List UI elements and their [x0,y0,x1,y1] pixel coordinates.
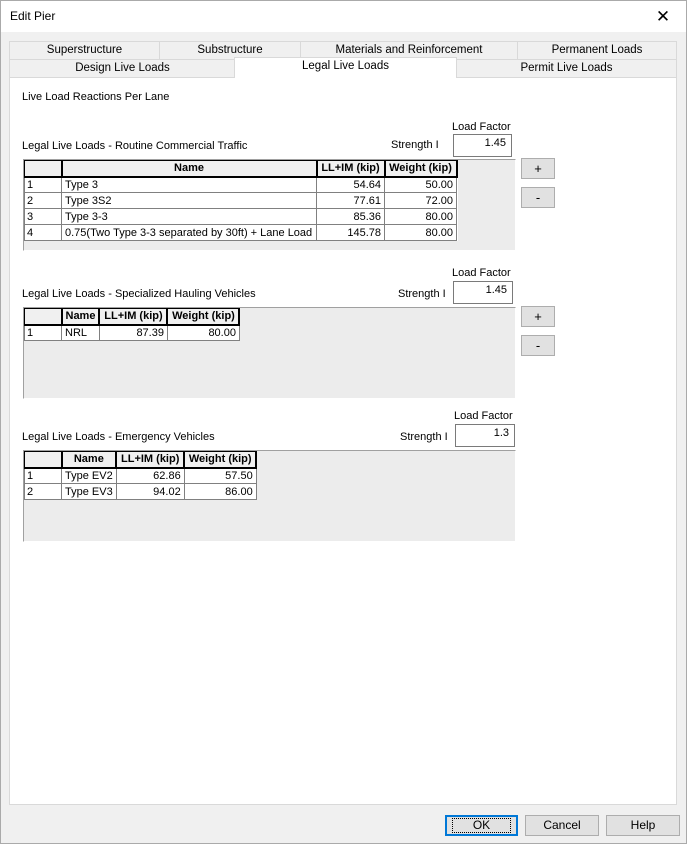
specialized-load-factor-label: Load Factor [452,267,511,279]
row-number[interactable]: 2 [25,484,62,500]
title-bar [1,1,686,32]
specialized-table [24,308,240,341]
cell-name[interactable]: Type 3 [62,177,317,193]
page-heading: Live Load Reactions Per Lane [22,91,170,103]
column-header-llim[interactable]: LL+IM (kip) [99,309,167,325]
cancel-button[interactable]: Cancel [525,815,599,836]
cell-name[interactable]: Type EV3 [62,484,117,500]
column-header-llim[interactable]: LL+IM (kip) [317,161,385,177]
routine-load-factor-input[interactable]: 1.45 [453,134,512,157]
row-number[interactable]: 1 [25,468,62,484]
tab-legal-live-loads[interactable]: Legal Live Loads [234,57,457,78]
routine-table [24,160,458,241]
specialized-grid [23,307,516,399]
cell-weight[interactable]: 80.00 [385,209,457,225]
emergency-load-factor-label: Load Factor [454,410,513,422]
emergency-table [24,451,257,500]
routine-section-title: Legal Live Loads - Routine Commercial Traffic [22,140,248,152]
cell-llim[interactable]: 77.61 [317,193,385,209]
cell-llim[interactable]: 54.64 [317,177,385,193]
routine-grid [23,159,516,251]
column-header-weight[interactable]: Weight (kip) [167,309,239,325]
ok-button[interactable] [445,815,518,836]
row-number[interactable]: 3 [25,209,62,225]
cell-weight[interactable]: 57.50 [184,468,256,484]
cell-name[interactable]: 0.75(Two Type 3-3 separated by 30ft) + Lane Load [62,225,317,241]
cell-llim[interactable]: 85.36 [317,209,385,225]
column-header-name[interactable]: Name [62,309,100,325]
cell-weight[interactable]: 80.00 [385,225,457,241]
table-row[interactable] [25,193,457,209]
table-row[interactable] [25,484,257,500]
table-row[interactable] [25,468,257,484]
emergency-load-factor-input[interactable]: 1.3 [455,424,515,447]
specialized-strength-label: Strength I [398,288,446,300]
table-row[interactable] [25,225,457,241]
tab-substructure[interactable]: Substructure [159,41,301,60]
cell-name[interactable]: Type 3-3 [62,209,317,225]
cell-weight[interactable]: 72.00 [385,193,457,209]
table-row[interactable] [25,325,240,341]
row-header-corner [25,309,62,325]
table-row[interactable] [25,177,457,193]
row-number[interactable]: 1 [25,177,62,193]
row-header-corner [25,452,62,468]
routine-add-button[interactable]: + [521,158,555,179]
routine-load-factor-label: Load Factor [452,121,511,133]
cell-weight[interactable]: 86.00 [184,484,256,500]
close-icon[interactable]: ✕ [655,6,671,26]
cell-llim[interactable]: 87.39 [99,325,167,341]
cell-weight[interactable]: 50.00 [385,177,457,193]
ok-button-label: OK [453,819,510,832]
emergency-grid [23,450,516,542]
specialized-section-title: Legal Live Loads - Specialized Hauling Vehicles [22,288,256,300]
column-header-weight[interactable]: Weight (kip) [385,161,457,177]
emergency-section-title: Legal Live Loads - Emergency Vehicles [22,431,215,443]
row-number[interactable]: 2 [25,193,62,209]
tab-permit-live-loads[interactable]: Permit Live Loads [456,59,677,78]
help-button[interactable]: Help [606,815,680,836]
specialized-load-factor-input[interactable]: 1.45 [453,281,513,304]
emergency-strength-label: Strength I [400,431,448,443]
tab-materials-reinforcement[interactable]: Materials and Reinforcement [300,41,518,60]
specialized-add-button[interactable]: + [521,306,555,327]
tab-permanent-loads[interactable]: Permanent Loads [517,41,677,60]
cell-llim[interactable]: 145.78 [317,225,385,241]
cell-llim[interactable]: 94.02 [116,484,184,500]
cell-llim[interactable]: 62.86 [116,468,184,484]
tab-design-live-loads[interactable]: Design Live Loads [9,59,236,78]
table-row[interactable] [25,209,457,225]
tab-superstructure[interactable]: Superstructure [9,41,160,60]
cell-name[interactable]: Type 3S2 [62,193,317,209]
cell-name[interactable]: Type EV2 [62,468,117,484]
row-number[interactable]: 1 [25,325,62,341]
row-header-corner [25,161,62,177]
specialized-remove-button[interactable]: - [521,335,555,356]
routine-strength-label: Strength I [391,139,439,151]
row-number[interactable]: 4 [25,225,62,241]
cell-name[interactable]: NRL [62,325,100,341]
column-header-llim[interactable]: LL+IM (kip) [116,452,184,468]
column-header-weight[interactable]: Weight (kip) [184,452,256,468]
column-header-name[interactable]: Name [62,452,117,468]
routine-remove-button[interactable]: - [521,187,555,208]
cell-weight[interactable]: 80.00 [167,325,239,341]
window-title: Edit Pier [10,9,56,23]
column-header-name[interactable]: Name [62,161,317,177]
